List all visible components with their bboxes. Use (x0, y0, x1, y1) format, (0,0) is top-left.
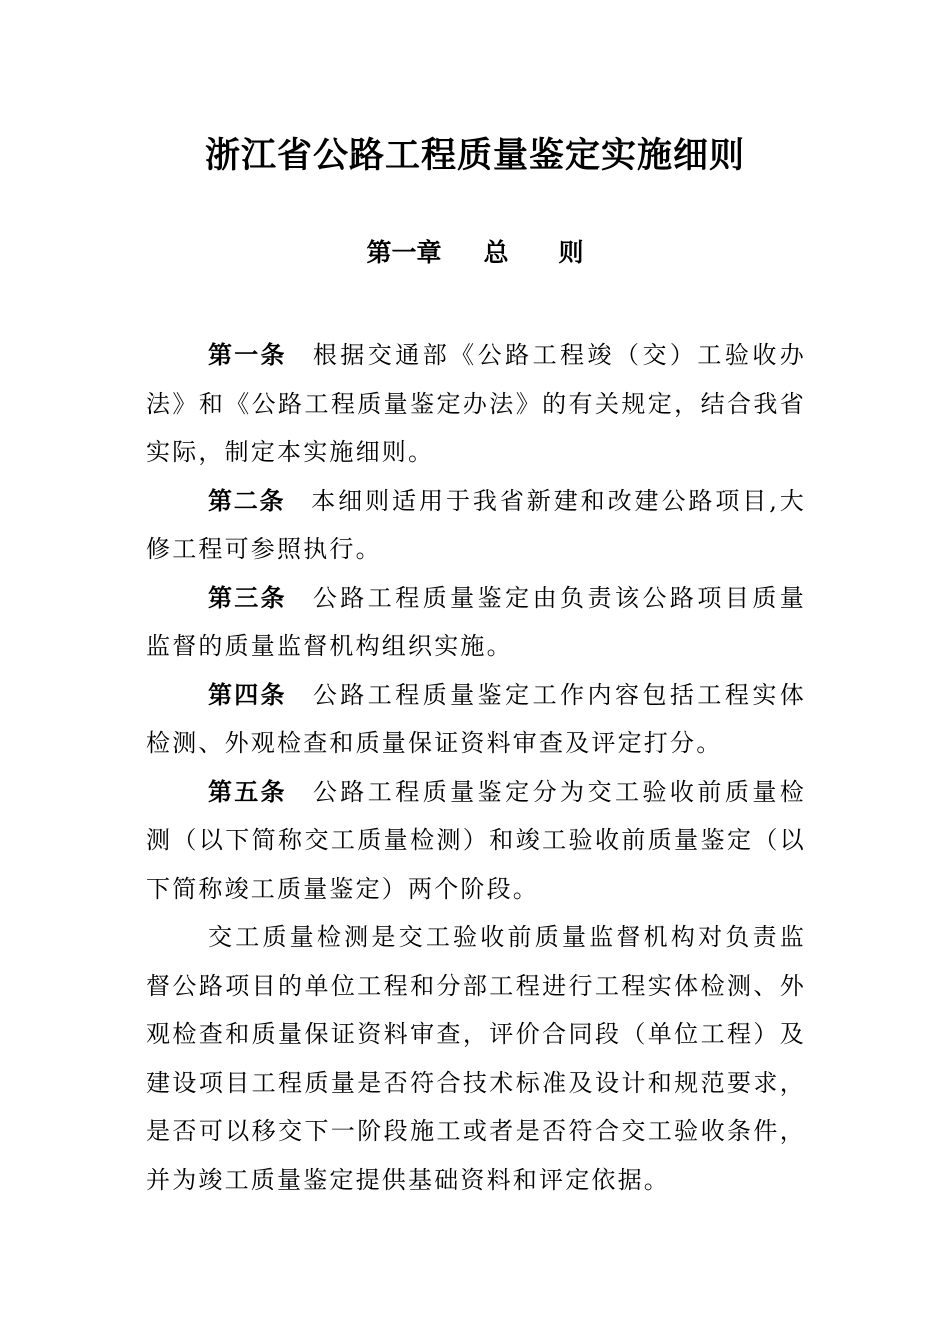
article-label: 第五条 (208, 777, 287, 806)
article-text: 公路工程质量鉴定分为交工验收前质量检测（以下简称交工质量检测）和竣工验收前质量鉴定（以下简称竣工质量鉴定）两个阶段。 (146, 777, 806, 903)
chapter-title-word-2: 则 (558, 238, 584, 267)
article-1 (146, 331, 806, 477)
article-label: 第三条 (208, 583, 287, 612)
article-text: 本细则适用于我省新建和改建公路项目,大修工程可参照执行。 (146, 486, 807, 563)
article-text: 根据交通部《公路工程竣（交）工验收办法》和《公路工程质量鉴定办法》的有关规定，结合我省实际，制定本实施细则。 (146, 341, 806, 466)
document-title: 浙江省公路工程质量鉴定实施细则 (204, 136, 745, 176)
article-text: 公路工程质量鉴定由负责该公路项目质量监督的质量监督机构组织实施。 (146, 583, 806, 660)
chapter-number: 第一章 (366, 238, 442, 267)
article-text: 公路工程质量鉴定工作内容包括工程实体检测、外观检查和质量保证资料审查及评定打分。 (146, 680, 806, 757)
article-5 (146, 768, 806, 914)
chapter-title-word-1: 总 (483, 238, 509, 267)
article-label: 第一条 (208, 341, 287, 369)
article-label: 第二条 (208, 486, 286, 515)
article-3 (146, 574, 806, 671)
chapter-heading (0, 233, 950, 269)
article-4 (146, 671, 806, 768)
article-label: 第四条 (208, 680, 287, 709)
document-body (146, 331, 806, 1204)
body-paragraph: 交工质量检测是交工验收前质量监督机构对负责监督公路项目的单位工程和分部工程进行工程实体检测、外观检查和质量保证资料审查，评价合同段（单位工程）及建设项目工程质量是否符合技术标准及设计和规范要求，是否可以移交下一阶段施工或者是否符合交工验收条件，并为竣工质量鉴定提供基础资料和评定依据。 (146, 923, 806, 1194)
article-2 (146, 477, 806, 574)
